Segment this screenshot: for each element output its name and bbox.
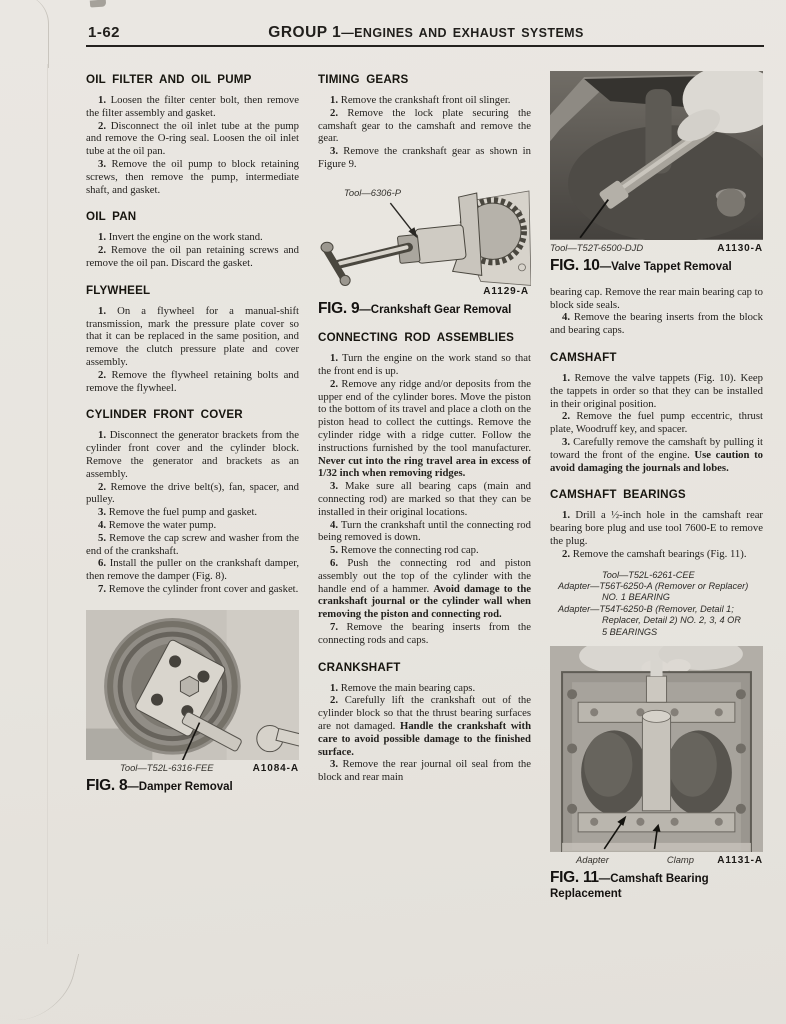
step-number: 4. [562,311,571,324]
section-heading: CRANKSHAFT [318,660,401,674]
step-text: Carefully remove the camshaft by pulling it toward the front of the engine. [550,435,764,461]
tool-annotation-line: NO. 1 BEARING [602,592,670,603]
procedure-step [318,682,531,695]
procedure-step [318,758,531,784]
step-number: 1. [98,304,107,317]
step-number: 2. [330,377,339,390]
step-warning-text: Avoid damage to the crankshaft journal or the cylinder wall when removing the piston and connecting rod. [318,582,532,621]
step-number: 2. [98,119,107,132]
header-title [88,24,764,42]
column-1 [86,71,299,901]
step-text: Loosen the filter center bolt, then remove the filter assembly and gasket. [86,94,300,119]
step-text: Remove the drive belt(s), fan, spacer, and pulley. [86,480,300,506]
step-text: Drill a ½-inch hole in the camshaft rear bearing bore plug and use tool 7600-E to remove the plug. [550,509,763,547]
step-number: 3. [98,157,107,170]
procedure-step [318,621,531,647]
step-text: Remove any ridge and/or deposits from the upper end of the cylinder bores. Move the piston to the bottom of its travel and place a cloth on the piston head to collect the cuttings. Remove the cylinder ridge with a ridge cutter. Follow the instructions furnished by the tool manufacturer. [318,377,531,454]
procedure-step [86,481,299,507]
figure-title: —Camshaft Bearing Replacement [550,872,709,900]
page-header [88,24,764,41]
step-number: 1. [98,231,107,244]
procedure-step [86,506,299,519]
procedure-step [86,429,299,480]
figure-number: FIG. 8 [86,777,128,795]
procedure-step [318,107,531,145]
procedure-step [318,544,531,557]
procedure-step [86,519,299,532]
procedure-step [318,94,531,107]
figure-8-image [86,610,299,761]
step-text: Remove the flywheel retaining bolts and remove the flywheel. [86,368,299,394]
step-warning-text: Use caution to avoid damaging the journals and lobes. [550,448,763,474]
step-number: 1. [330,94,339,106]
procedure-step [318,378,531,480]
column-3 [550,71,763,901]
step-number: 2. [562,410,571,423]
step-text: Remove the crankshaft gear as shown in Figure 9. [318,145,531,170]
figure-11 [550,646,763,901]
step-number: 5. [330,544,339,557]
figure-10-meta [550,242,763,254]
step-text: Invert the engine on the work stand. [108,231,263,244]
page-edge-artifact [10,954,79,1020]
figure-number: FIG. 9 [318,300,360,318]
procedure-step [550,410,763,436]
procedure-step [86,158,299,196]
procedure-step [550,311,763,337]
section-heading: CONNECTING ROD ASSEMBLIES [318,331,515,345]
procedure-step [86,94,299,120]
step-text: Remove the bearing inserts from the connecting rods and caps. [318,621,531,646]
step-text: Remove the rear journal oil seal from the block and rear main [318,758,532,784]
content-columns [86,71,764,901]
step-text: Disconnect the generator brackets from the cylinder front cover and the cylinder block. Remove the generator and brackets as an assembly. [86,429,300,480]
step-number: 7. [98,582,107,595]
figure-10-tool-label: Tool—T52T-6500-DJD [550,241,644,253]
procedure-step [318,145,531,171]
figure-10-image [550,71,763,240]
tool-annotation-line: 5 BEARINGS [602,626,658,637]
step-number: 4. [330,518,339,531]
step-text: Remove the crankshaft front oil slinger. [340,94,511,106]
step-text: Install the puller on the crankshaft damper, then remove the damper (Fig. 8). [86,557,300,583]
step-text: Remove the fuel pump eccentric, thrust plate, Woodruff key, and spacer. [550,410,763,436]
section-heading: CYLINDER FRONT COVER [86,408,243,422]
procedure-step [86,305,299,369]
clamp-label: Clamp [666,853,694,865]
figure-11-tool-annotations [550,570,763,638]
step-number: 2. [330,106,339,119]
step-number: 1. [562,371,571,384]
figure-9-tool-label: Tool—6306-P [344,186,401,198]
page-edge-artifact [47,64,48,944]
adapter-label: Adapter [576,853,609,865]
tool-annotation-line: Adapter—T56T-6250-A (Remover or Replacer) [558,580,749,591]
procedure-step [86,231,299,244]
step-number: 1. [98,429,107,442]
step-text: Remove the connecting rod cap. [340,544,479,557]
figure-9-caption [318,302,531,317]
figure-8-caption [86,779,299,794]
step-number: 3. [562,435,571,448]
step-text: Remove the main bearing caps. [340,681,476,694]
step-number: 3. [330,480,339,493]
figure-8 [86,610,299,795]
header-rest: —ENGINES AND EXHAUST SYSTEMS [341,26,584,40]
figure-8-code: A1084-A [252,763,299,775]
step-text: Disconnect the oil inlet tube at the pump and remove the O-ring seal. Loosen the oil inlet tube at the oil pan. [86,119,299,158]
figure-9 [318,185,531,298]
section-heading: OIL PAN [86,210,137,224]
step-number: 3. [98,506,107,519]
step-text: Make sure all bearing caps (main and connecting rod) are marked so that they can be installed in their original locations. [318,480,532,518]
step-number: 3. [330,145,339,158]
section-heading: CAMSHAFT [550,350,617,364]
step-text: Remove the cylinder front cover and gasket. [108,582,299,595]
step-number: 6. [330,557,339,570]
figure-11-code: A1131-A [717,854,763,866]
figure-number: FIG. 10 [550,256,600,274]
step-text: Push the connecting rod and piston assembly out the top of the cylinder with the handle end of a hammer. [318,557,531,595]
step-number: 5. [98,531,107,544]
figure-11-image [550,646,763,852]
figure-number: FIG. 11 [550,868,599,886]
step-number: 2. [98,244,107,257]
procedure-step [550,372,763,410]
step-text: Remove the cap screw and washer from the end of the crankshaft. [86,531,300,557]
section-heading: FLYWHEEL [86,283,151,297]
step-text: Remove the camshaft bearings (Fig. 11). [572,547,747,560]
procedure-step [86,120,299,158]
figure-title: —Crankshaft Gear Removal [359,304,512,317]
procedure-step [550,548,763,561]
step-number: 3. [330,758,339,771]
step-number: 6. [98,557,107,570]
header-rule [86,45,764,47]
step-text: Remove the oil pump to block retaining screws, then remove the pump, intermediate shaft, and gasket. [86,157,300,196]
step-number: 4. [98,518,107,531]
section-heading: TIMING GEARS [318,73,409,86]
procedure-step [318,694,531,758]
step-text: Remove the oil pan retaining screws and remove the oil pan. Discard the gasket. [86,244,299,269]
step-number: 2. [330,694,339,707]
procedure-step [318,352,531,378]
step-text: Remove the fuel pump and gasket. [108,506,258,519]
page-edge-artifact [18,0,49,68]
column-2 [318,71,531,901]
step-warning-text: Never cut into the ring travel area in excess of 1/32 inch when removing ridges. [318,454,531,480]
step-number: 2. [98,368,107,381]
figure-9-image [318,185,531,298]
scan-smudge [90,0,106,8]
step-number: 1. [562,509,571,522]
figure-11-caption [550,868,763,901]
step-text: Turn the engine on the work stand so that the front end is up. [318,352,531,378]
step-text: Remove the valve tappets (Fig. 10). Keep the tappets in order so that they can be installed in their original position. [550,371,764,410]
procedure-step [318,557,531,621]
procedure-step [86,532,299,558]
figure-10-caption [550,256,763,274]
continuation-text: bearing cap. Remove the rear main bearing cap to block side seals. [550,285,763,311]
step-number: 1. [98,94,107,106]
procedure-step [550,436,763,474]
procedure-step [550,509,763,547]
step-text: Remove the water pump. [108,518,217,531]
procedure-step [318,480,531,518]
step-number: 2. [98,480,107,493]
figure-title: —Damper Removal [127,781,233,794]
step-text: On a flywheel for a manual-shift transmission, mark the pressure plate cover so that it can be replaced in the same position, and remove the clutch pressure plate and cover assembly. [86,304,299,368]
figure-8-tool-label: Tool—T52L-6316-FEE [120,762,214,774]
procedure-step [86,244,299,270]
step-text: Remove the bearing inserts from the block and bearing caps. [550,311,763,337]
figure-10 [550,71,763,274]
header-group: GROUP 1 [268,24,342,41]
section-heading: CAMSHAFT BEARINGS [550,488,686,502]
figure-8-meta [86,762,299,774]
figure-10-code: A1130-A [717,242,763,254]
procedure-step [318,519,531,545]
step-warning-text: Handle the crankshaft with care to avoid possible damage to the finished surface. [318,720,532,758]
step-text: Turn the crankshaft until the connecting rod being removed is down. [318,518,531,544]
figure-11-labels [550,854,763,866]
step-number: 2. [562,547,571,560]
procedure-step [86,557,299,583]
figure-title: —Valve Tappet Removal [599,260,732,273]
step-number: 1. [330,352,339,365]
step-number: 7. [330,621,339,634]
tool-annotation-line: Adapter—T54T-6250-B (Remover, Detail 1; [558,603,734,614]
procedure-step [86,369,299,395]
step-text: Carefully lift the crankshaft out of the cylinder block so that the thrust bearing surfaces are not damaged. [318,694,532,733]
page-number: 1-62 [88,24,121,41]
procedure-step [86,583,299,596]
tool-annotation-line: Replacer, Detail 2) NO. 2, 3, 4 OR [602,615,741,626]
step-text: Remove the lock plate securing the camshaft gear to the camshaft and remove the gear. [318,106,531,145]
step-number: 1. [330,681,339,694]
figure-9-code: A1129-A [483,286,529,298]
section-heading: OIL FILTER AND OIL PUMP [86,73,252,86]
tool-annotation-line: Tool—T52L-6261-CEE [602,569,695,580]
